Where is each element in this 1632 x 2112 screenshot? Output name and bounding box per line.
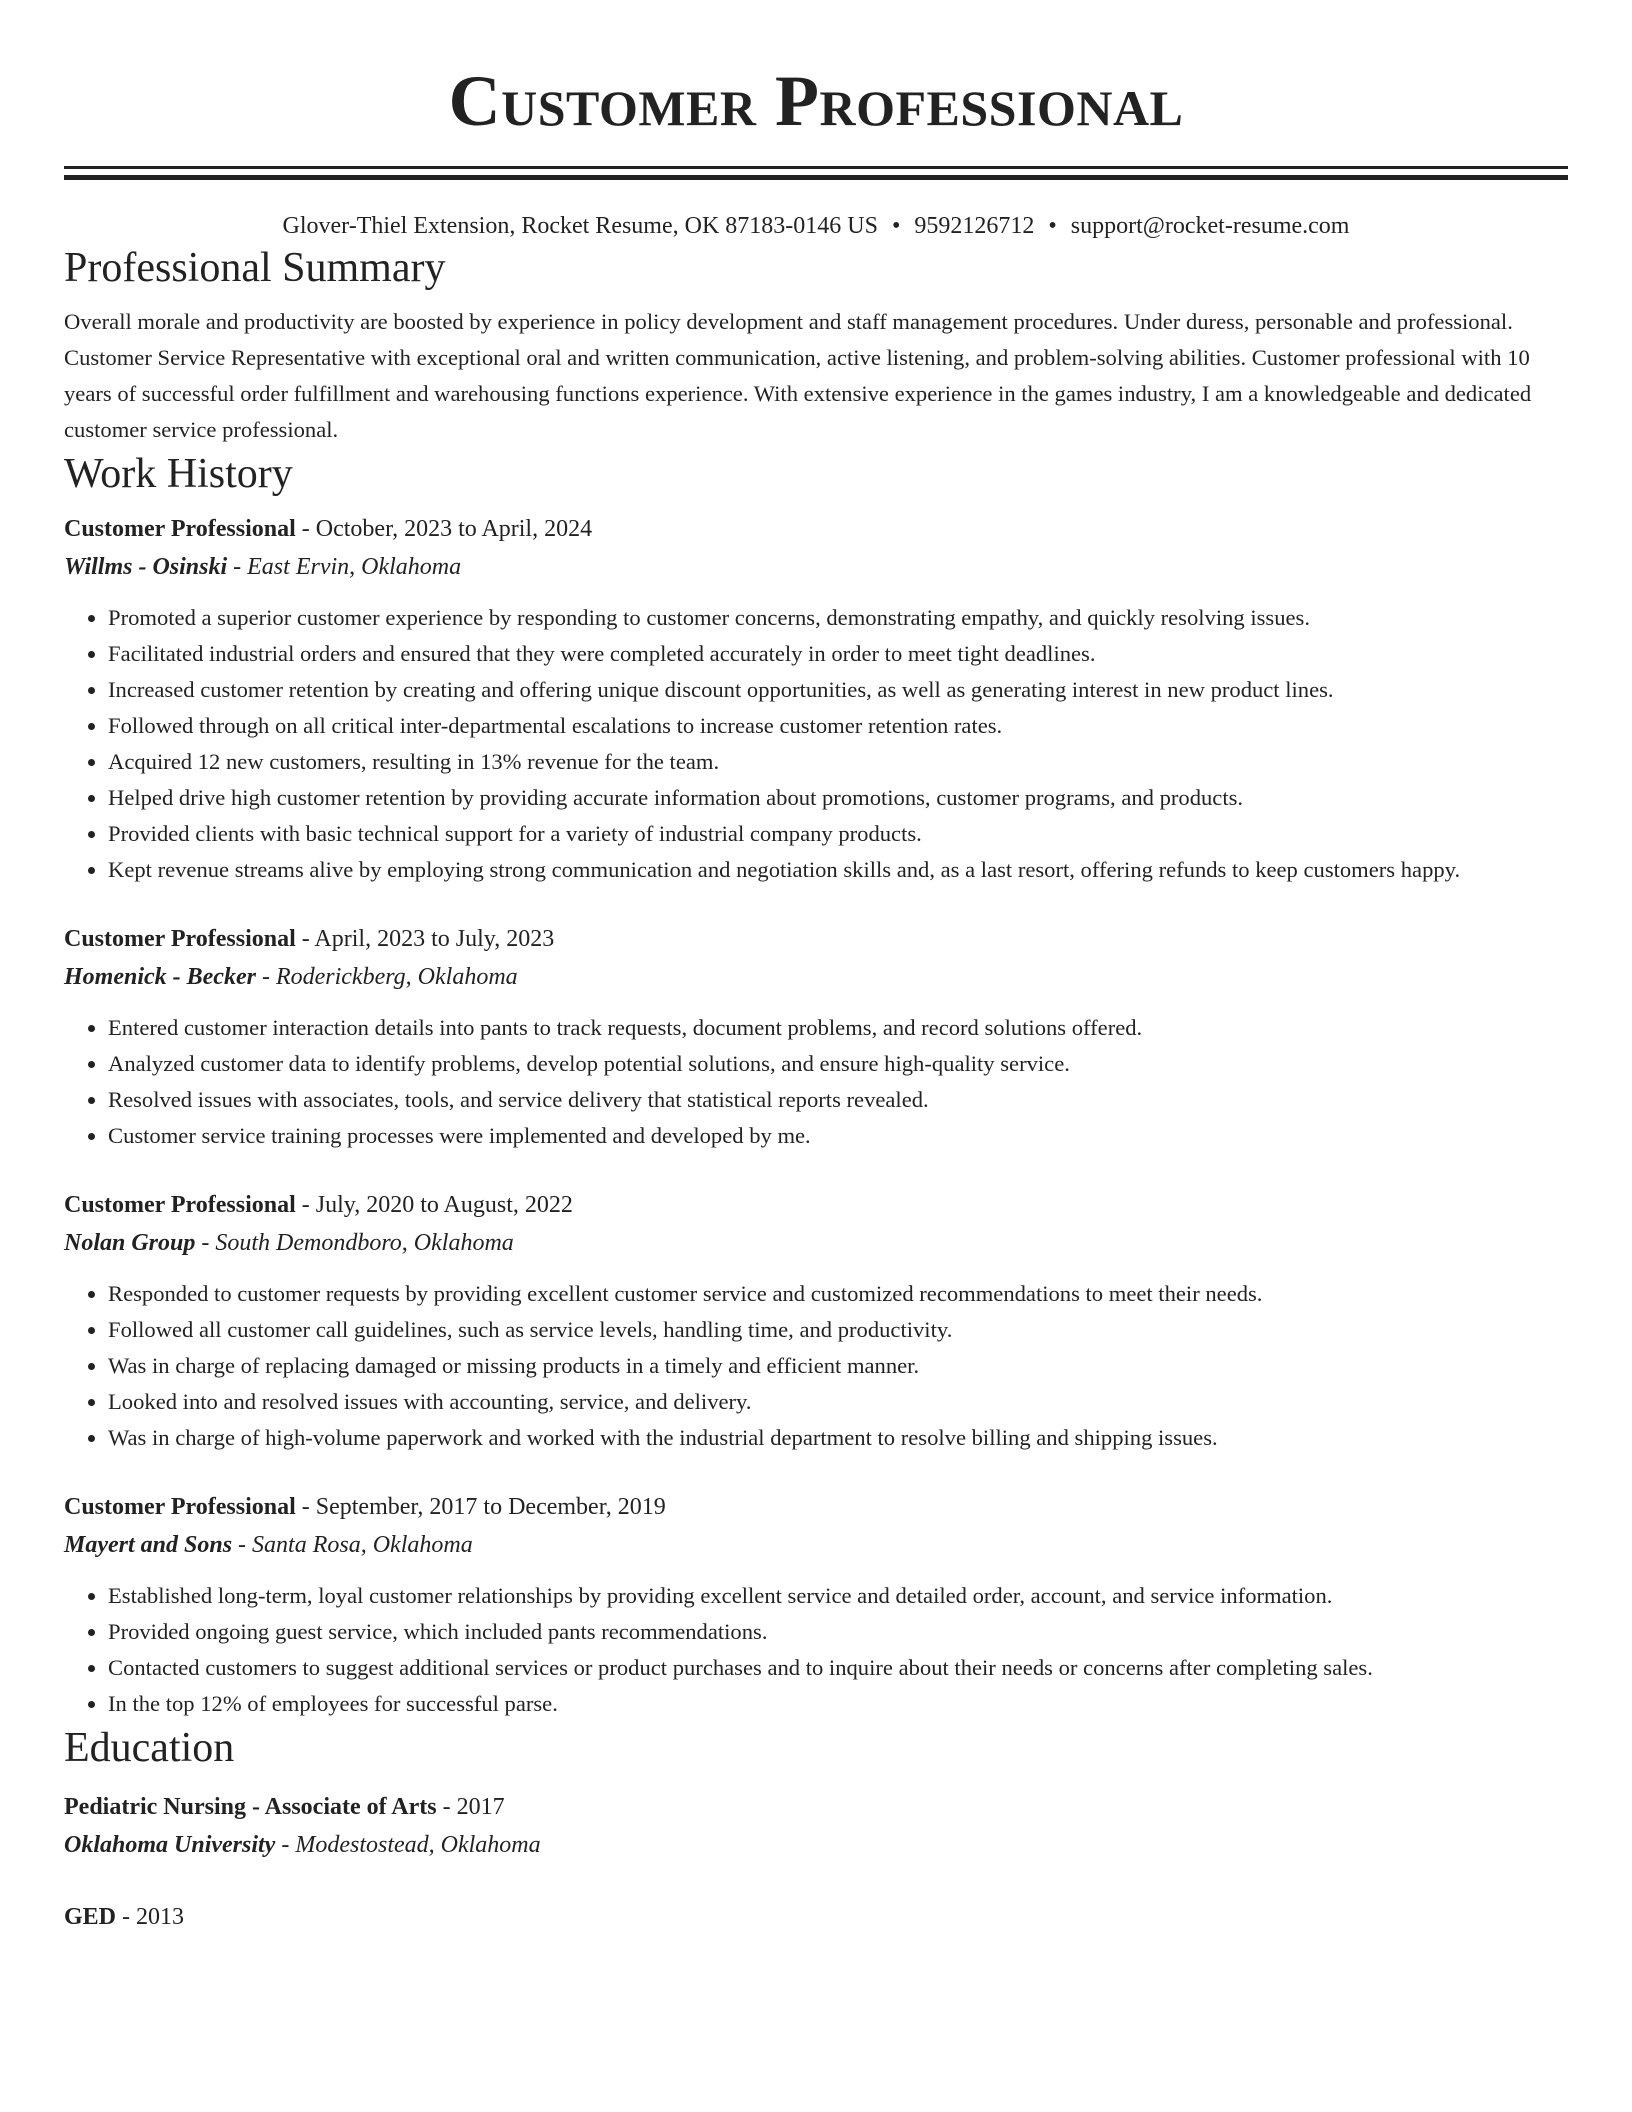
job-bullets [64, 600, 1568, 888]
job-bullet: • Analyzed customer data to identify problems, develop potential solutions, and ensure high-quality service. [108, 1046, 1568, 1082]
job-bullet: • Responded to customer requests by providing excellent customer service and customized recommendations to meet their needs. [108, 1276, 1568, 1312]
job-location: - Santa Rosa, Oklahoma [232, 1532, 473, 1558]
job-company: Willms - Osinski [64, 554, 228, 580]
job-dates: - September, 2017 to December, 2019 [295, 1494, 666, 1520]
education-entry [64, 1898, 1568, 1936]
job-bullet: • Kept revenue streams alive by employing strong communication and negotiation skills and, as a last resort, offering refunds to keep customers happy. [108, 852, 1568, 888]
job-bullet: • Provided clients with basic technical support for a variety of industrial company products. [108, 816, 1568, 852]
job-bullet: • Provided ongoing guest service, which included pants recommendations. [108, 1614, 1568, 1650]
job-bullet: • Entered customer interaction details into pants to track requests, document problems, and record solutions offered. [108, 1010, 1568, 1046]
job-dates: - October, 2023 to April, 2024 [295, 516, 593, 542]
job-bullet: • Was in charge of replacing damaged or missing products in a timely and efficient manner. [108, 1348, 1568, 1384]
job-location: - Roderickberg, Oklahoma [255, 964, 518, 990]
job-entry [64, 920, 1568, 1154]
job-bullet: • Increased customer retention by creating and offering unique discount opportunities, as well as generating interest in new product lines. [108, 672, 1568, 708]
job-location: - East Ervin, Oklahoma [227, 554, 462, 580]
job-bullet: • Established long-term, loyal customer relationships by providing excellent service and detailed order, account, and service information. [108, 1578, 1568, 1614]
work-history-heading: Work History [64, 451, 293, 497]
education-location: - Modestostead, Oklahoma [275, 1832, 541, 1858]
job-employer [64, 1224, 1568, 1262]
job-bullet: • Was in charge of high-volume paperwork and worked with the industrial department to resolve billing and shipping issues. [108, 1420, 1568, 1456]
job-title: Customer Professional [64, 926, 296, 952]
job-dates: - July, 2020 to August, 2022 [295, 1192, 573, 1218]
contact-address: Glover-Thiel Extension, Rocket Resume, OK 87183-0146 US [282, 213, 878, 239]
education-school-line [64, 1826, 1568, 1864]
summary-text: Overall morale and productivity are boosted by experience in policy development and staff management procedures. Under duress, personable and professional. Customer Service Representative with exceptional oral and written communication, active listening, and problem-solving abilities. Customer professional with 10 years of successful order fulfillment and warehousing functions experience. With extensive experience in the games industry, I am a knowledgeable and dedicated customer service professional. [64, 309, 1532, 442]
job-entry [64, 510, 1568, 888]
contact-phone: 9592126712 [914, 213, 1035, 239]
job-employer [64, 1526, 1568, 1564]
job-company: Nolan Group [64, 1230, 196, 1256]
job-title: Customer Professional [64, 1192, 296, 1218]
job-bullet: • Resolved issues with associates, tools, and service delivery that statistical reports revealed. [108, 1082, 1568, 1118]
job-bullets [64, 1010, 1568, 1154]
job-entry [64, 1186, 1568, 1456]
job-location: - South Demondboro, Oklahoma [195, 1230, 514, 1256]
job-employer [64, 958, 1568, 996]
job-header [64, 510, 1568, 548]
contact-separator: • [891, 213, 901, 239]
job-header [64, 1186, 1568, 1224]
summary-heading: Professional Summary [64, 245, 446, 291]
job-company: Homenick - Becker [64, 964, 256, 990]
job-title: Customer Professional [64, 1494, 296, 1520]
header-divider-bottom [64, 175, 1568, 180]
job-bullet: • Followed through on all critical inter-departmental escalations to increase customer retention rates. [108, 708, 1568, 744]
header-divider-top [64, 166, 1568, 169]
education-degree: Pediatric Nursing - Associate of Arts [64, 1794, 437, 1820]
job-bullet: • Acquired 12 new customers, resulting in 13% revenue for the team. [108, 744, 1568, 780]
job-bullet: • Customer service training processes were implemented and developed by me. [108, 1118, 1568, 1154]
education-header [64, 1788, 1568, 1826]
job-bullets [64, 1276, 1568, 1456]
contact-email: support@rocket-resume.com [1070, 213, 1350, 239]
job-header [64, 920, 1568, 958]
education-heading: Education [64, 1725, 235, 1771]
job-bullet: • Promoted a superior customer experience by responding to customer concerns, demonstrating empathy, and quickly resolving issues. [108, 600, 1568, 636]
job-bullet: • Contacted customers to suggest additional services or product purchases and to inquire about their needs or concerns after completing sales. [108, 1650, 1568, 1686]
job-title: Customer Professional [64, 516, 296, 542]
contact-line [64, 210, 1568, 242]
education-school: Oklahoma University [64, 1832, 276, 1858]
job-bullet: • Followed all customer call guidelines, such as service levels, handling time, and productivity. [108, 1312, 1568, 1348]
education-header [64, 1898, 1568, 1936]
job-company: Mayert and Sons [64, 1532, 233, 1558]
resume-name: Customer Professional [448, 61, 1184, 141]
job-bullet: • Helped drive high customer retention by providing accurate information about promotions, customer programs, and products. [108, 780, 1568, 816]
job-dates: - April, 2023 to July, 2023 [295, 926, 555, 952]
education-year: - 2013 [116, 1904, 185, 1930]
job-bullet: • In the top 12% of employees for successful parse. [108, 1686, 1568, 1722]
job-employer [64, 548, 1568, 586]
job-bullet: • Facilitated industrial orders and ensured that they were completed accurately in order to meet tight deadlines. [108, 636, 1568, 672]
education-year: - 2017 [436, 1794, 505, 1820]
job-bullets [64, 1578, 1568, 1722]
education-degree: GED [64, 1904, 117, 1930]
job-header [64, 1488, 1568, 1526]
education-entry [64, 1788, 1568, 1864]
contact-separator: • [1048, 213, 1057, 239]
job-entry [64, 1488, 1568, 1722]
job-bullet: • Looked into and resolved issues with accounting, service, and delivery. [108, 1384, 1568, 1420]
